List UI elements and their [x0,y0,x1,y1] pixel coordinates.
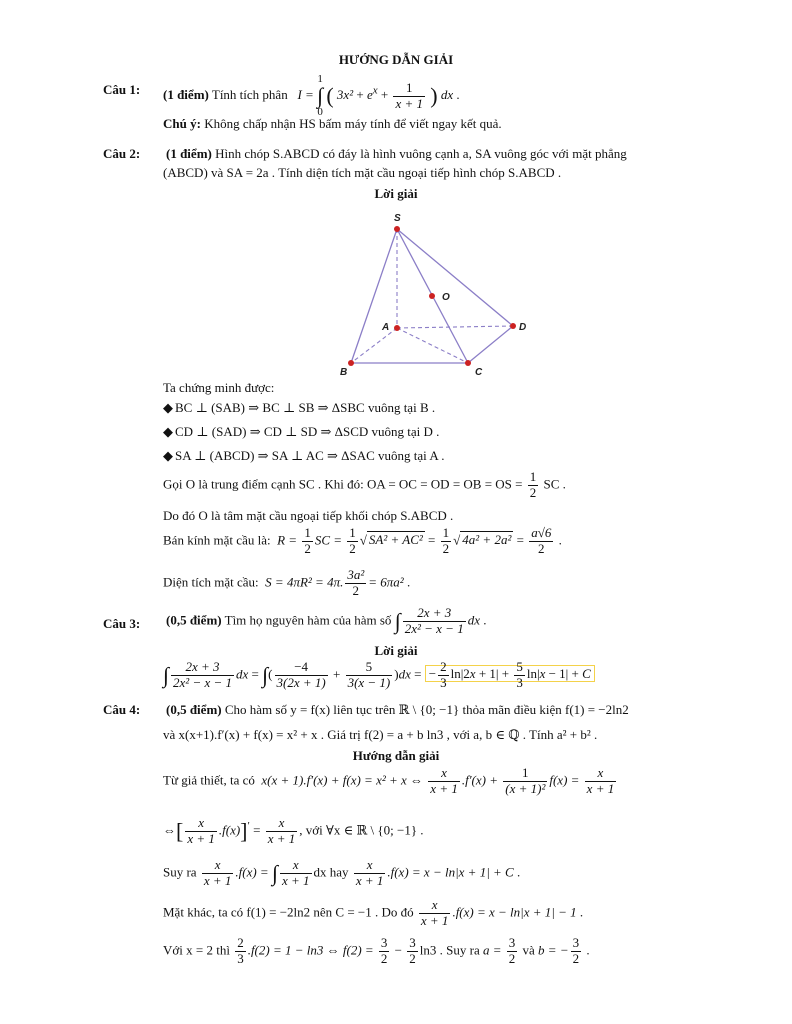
diag-ac [397,328,468,363]
page-title: HƯỚNG DẪN GIẢI [338,52,454,67]
point-a [394,325,400,331]
q3-label: Câu 3: [103,616,141,631]
point-c [465,360,471,366]
q2-bullet-3: ◆ SA ⊥ (ABCD) ⇒ SA ⊥ AC ⇒ ΔSAC vuông tại A . [163,448,445,463]
q1-statement: (1 điểm) Tính tích phân I = 1 ∫ 0 ( $3x^2 + e^x$ + $\frac{1}{x + 1}$ ) dx . [163,73,460,118]
q4-solution-heading: Hướng dẫn giải [352,748,440,763]
q1-label: Câu 1: [103,82,141,97]
edge-sd [397,229,513,326]
edge-cd [468,326,513,363]
label-b: B [340,367,348,378]
q4-line2: và x(x+1).f′(x) + f(x) = x² + x . Giá trị f(2) = a + b ln3 , với a, b ∈ ℚ . Tính a² + b² . [163,727,598,742]
q2-intro: Ta chứng minh được: [163,380,275,395]
q2-label: Câu 2: [103,146,141,161]
point-d [510,323,516,329]
point-o [429,293,435,299]
point-s [394,226,400,232]
q2-area: Diện tích mặt cầu: S = 4πR² = 4π. $\frac{\text{3a²}}{2}$ = 6πa² . [163,567,411,598]
q3-statement: (0,5 điểm) Tìm họ nguyên hàm của hàm số ∫ $\frac{2x + 3}{\text{2x² − x − 1}}$ dx . [166,605,487,636]
q3-solution: ∫ $\frac{2x + 3}{\text{2x² − x − 1}}$ dx = ∫( $\frac{-4}{3(2x + 1)}$ + $\frac{5}{3(x - 1)}$ )dx = − $\frac{2}{3}$ ln|2x + 1| + $\frac{5}{3}$ ln|x − 1| + C [163,660,595,691]
edge-ab [351,328,397,363]
q2-bullet-1: ◆ BC ⊥ (SAB) ⇒ BC ⊥ SB ⇒ ΔSBC vuông tại B . [163,400,436,415]
pyramid-figure [330,208,530,378]
q1-note: Chú ý: Không chấp nhận HS bấm máy tính để viết ngay kết quả. [163,116,502,131]
q4-step-3: Suy ra $\frac{x}{x + 1}$ .f(x) = ∫ $\frac{x}{x + 1}$ dx hay $\frac{x}{x + 1}$ .f(x) = x − ln|x + 1| + C . [163,857,521,888]
q4-label: Câu 4: [103,702,141,717]
q4-step-1: Từ giả thiết, ta có x(x + 1).f′(x) + f(x) = x² + x ⇔ $\frac{x}{x + 1}$ .f′(x) + $\frac{1}{\text{(x + 1)²}}$ f(x) = $\frac{x}{x + 1}$ [163,765,615,796]
q2-bullet-2: ◆ CD ⊥ (SAD) ⇒ CD ⊥ SD ⇒ ΔSCD vuông tại D . [163,424,440,439]
q4-line1: (0,5 điểm) Cho hàm số y = f(x) liên tục trên ℝ \ {0; −1} thỏa mãn điều kiện f(1) = −2ln2 [166,702,629,717]
label-c: C [475,367,483,378]
q2-center: Gọi O là trung điểm cạnh SC . Khi đó: OA = OC = OD = OB = OS = $\frac{1}{2}$ SC . [163,469,566,500]
q2-line1: (1 điểm) Hình chóp S.ABCD có đáy là hình vuông cạnh a, SA vuông góc với mặt phẳng [166,146,627,161]
q2-conclusion: Do đó O là tâm mặt cầu ngoại tiếp khối chóp S.ABCD . [163,508,454,523]
point-b [348,360,354,366]
label-d: D [519,322,527,333]
q2-radius: Bán kính mặt cầu là: R = $\frac{1}{2}$ SC = $\frac{1}{2}$ √ SA² + AC² = $\frac{1}{2}$ √ 4a² + 2a² = $\frac{a√6}{2}$ . [163,525,562,556]
q3-solution-heading: Lời giải [374,643,418,658]
label-o: O [442,292,450,303]
q2-solution-heading: Lời giải [374,186,418,201]
edge-ad [397,326,513,328]
label-s: S [394,213,401,224]
q4-step-4: Mặt khác, ta có f(1) = −2ln2 nên C = −1 . Do đó $\frac{x}{x + 1}$ .f(x) = x − ln|x + 1| − 1 . [163,897,584,928]
q4-step-5: Với x = 2 thì $\frac{2}{3}$ .f(2) = 1 − ln3 ⇔ f(2) = $\frac{3}{2}$ − $\frac{3}{2}$ ln3 . Suy ra a = $\frac{3}{2}$ và b = − $\frac{3}{2}$ . [163,935,590,966]
q2-line2: (ABCD) và SA = 2a . Tính diện tích mặt cầu ngoại tiếp hình chóp S.ABCD . [163,165,562,180]
label-a: A [382,322,390,333]
edge-sb [351,229,397,363]
q4-step-2: ⇔[ $\frac{x}{x + 1}$ .f(x)]′ = $\frac{x}{x + 1}$ , với ∀x ∈ ℝ \ {0; −1} . [163,815,424,846]
